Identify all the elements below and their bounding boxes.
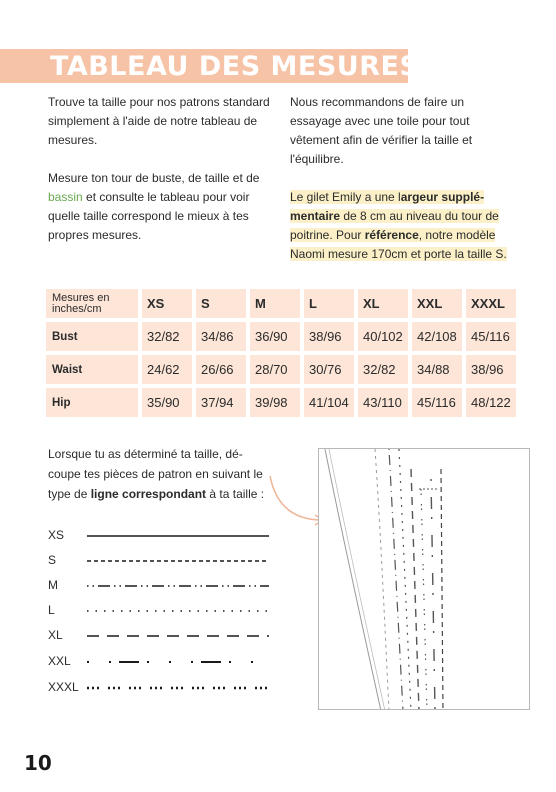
table-cell: 35/90 [142, 388, 192, 417]
table-cell: 45/116 [412, 388, 462, 417]
legend-label: S [48, 553, 57, 567]
table-cell: 30/76 [304, 355, 354, 384]
size-header: M [250, 289, 300, 318]
note-text-c: de 8 cm au niveau du tour de poitrine. Pour [290, 209, 499, 242]
table-cell: 40/102 [358, 322, 408, 351]
legend-row-xxxl [48, 678, 278, 698]
intro-left-column [48, 93, 276, 264]
table-cell: 32/82 [358, 355, 408, 384]
line-style-dot-dash [85, 576, 275, 596]
line-style-dotted [85, 601, 275, 621]
legend-label: XXXL [48, 680, 79, 694]
note-bold-reference: référence [364, 228, 419, 242]
fitting-paragraph: Nous recommandons de faire un essayage avec une toile pour tout vêtement afin de vérifier la taille et l'équilibre. [290, 95, 473, 166]
size-header: XXL [412, 289, 462, 318]
instr-text-b: à ta taille : [206, 487, 265, 501]
intro-paragraph-1: Trouve ta taille pour nos patrons standard simplement à l'aide de notre tableau de mesures. [48, 95, 270, 147]
note-bold-extra-width: argeur supplé-mentaire [290, 190, 485, 223]
instr-bold: ligne correspondant [90, 487, 207, 501]
intro-text-b: et consulte le tableau pour voir quelle taille correspond le mieux à tes propres mesures. [48, 190, 250, 242]
pattern-lines-drawing [319, 449, 530, 710]
table-cell: 48/122 [466, 388, 516, 417]
table-cell: 34/88 [412, 355, 462, 384]
size-header: XS [142, 289, 192, 318]
table-row-hip [46, 388, 516, 417]
size-header: L [304, 289, 354, 318]
line-style-long-dash [85, 626, 275, 646]
table-cell: 45/116 [466, 322, 516, 351]
legend-row-xs [48, 526, 278, 546]
table-cell: 38/96 [304, 322, 354, 351]
legend-row-m [48, 576, 278, 596]
legend-row-l [48, 601, 278, 621]
table-cell: 42/108 [412, 322, 462, 351]
legend-row-s [48, 551, 278, 571]
instr-text-a: Lorsque tu as déterminé ta taille, dé-coupe tes pièces de patron en suivant le type de [48, 447, 263, 501]
cutting-instructions [48, 444, 273, 504]
legend-row-xl [48, 626, 278, 646]
page-title: TABLEAU DES MESURES [50, 51, 420, 82]
header-label: Mesures en inches/cm [46, 289, 138, 318]
line-style-triple-dot [85, 678, 275, 698]
size-chart-table [42, 285, 520, 421]
line-style-dot-dash-long [85, 652, 275, 672]
table-cell: 28/70 [250, 355, 300, 384]
bassin-word: bassin [48, 190, 83, 204]
intro-right-column [290, 93, 515, 283]
table-cell: 26/66 [196, 355, 246, 384]
note-text-a: Le gilet Emily a une l [290, 190, 401, 204]
row-label: Waist [46, 355, 138, 384]
table-cell: 24/62 [142, 355, 192, 384]
emily-note [290, 188, 515, 264]
row-label: Hip [46, 388, 138, 417]
size-header-row [46, 289, 516, 318]
table-cell: 43/110 [358, 388, 408, 417]
line-style-short-dash [85, 551, 275, 571]
size-header: XL [358, 289, 408, 318]
table-cell: 37/94 [196, 388, 246, 417]
line-style-solid [85, 526, 275, 546]
table-cell: 32/82 [142, 322, 192, 351]
note-text-d: , notre modèle Naomi mesure 170cm et porte la taille S. [290, 228, 507, 261]
size-header: XXXL [466, 289, 516, 318]
legend-label: XS [48, 528, 65, 542]
legend-label: XXL [48, 654, 71, 668]
pattern-piece-illustration [318, 448, 530, 710]
table-cell: 41/104 [304, 388, 354, 417]
legend-label: XL [48, 628, 63, 642]
page-number: 10 [24, 751, 52, 775]
size-header: S [196, 289, 246, 318]
table-row-waist [46, 355, 516, 384]
table-cell: 34/86 [196, 322, 246, 351]
legend-row-xxl [48, 652, 278, 672]
table-row-bust [46, 322, 516, 351]
intro-paragraph-2 [48, 169, 276, 245]
intro-text-a: Mesure ton tour de buste, de taille et de [48, 171, 260, 185]
table-cell: 39/98 [250, 388, 300, 417]
table-cell: 38/96 [466, 355, 516, 384]
table-cell: 36/90 [250, 322, 300, 351]
legend-label: M [48, 578, 58, 592]
legend-label: L [48, 603, 55, 617]
row-label: Bust [46, 322, 138, 351]
